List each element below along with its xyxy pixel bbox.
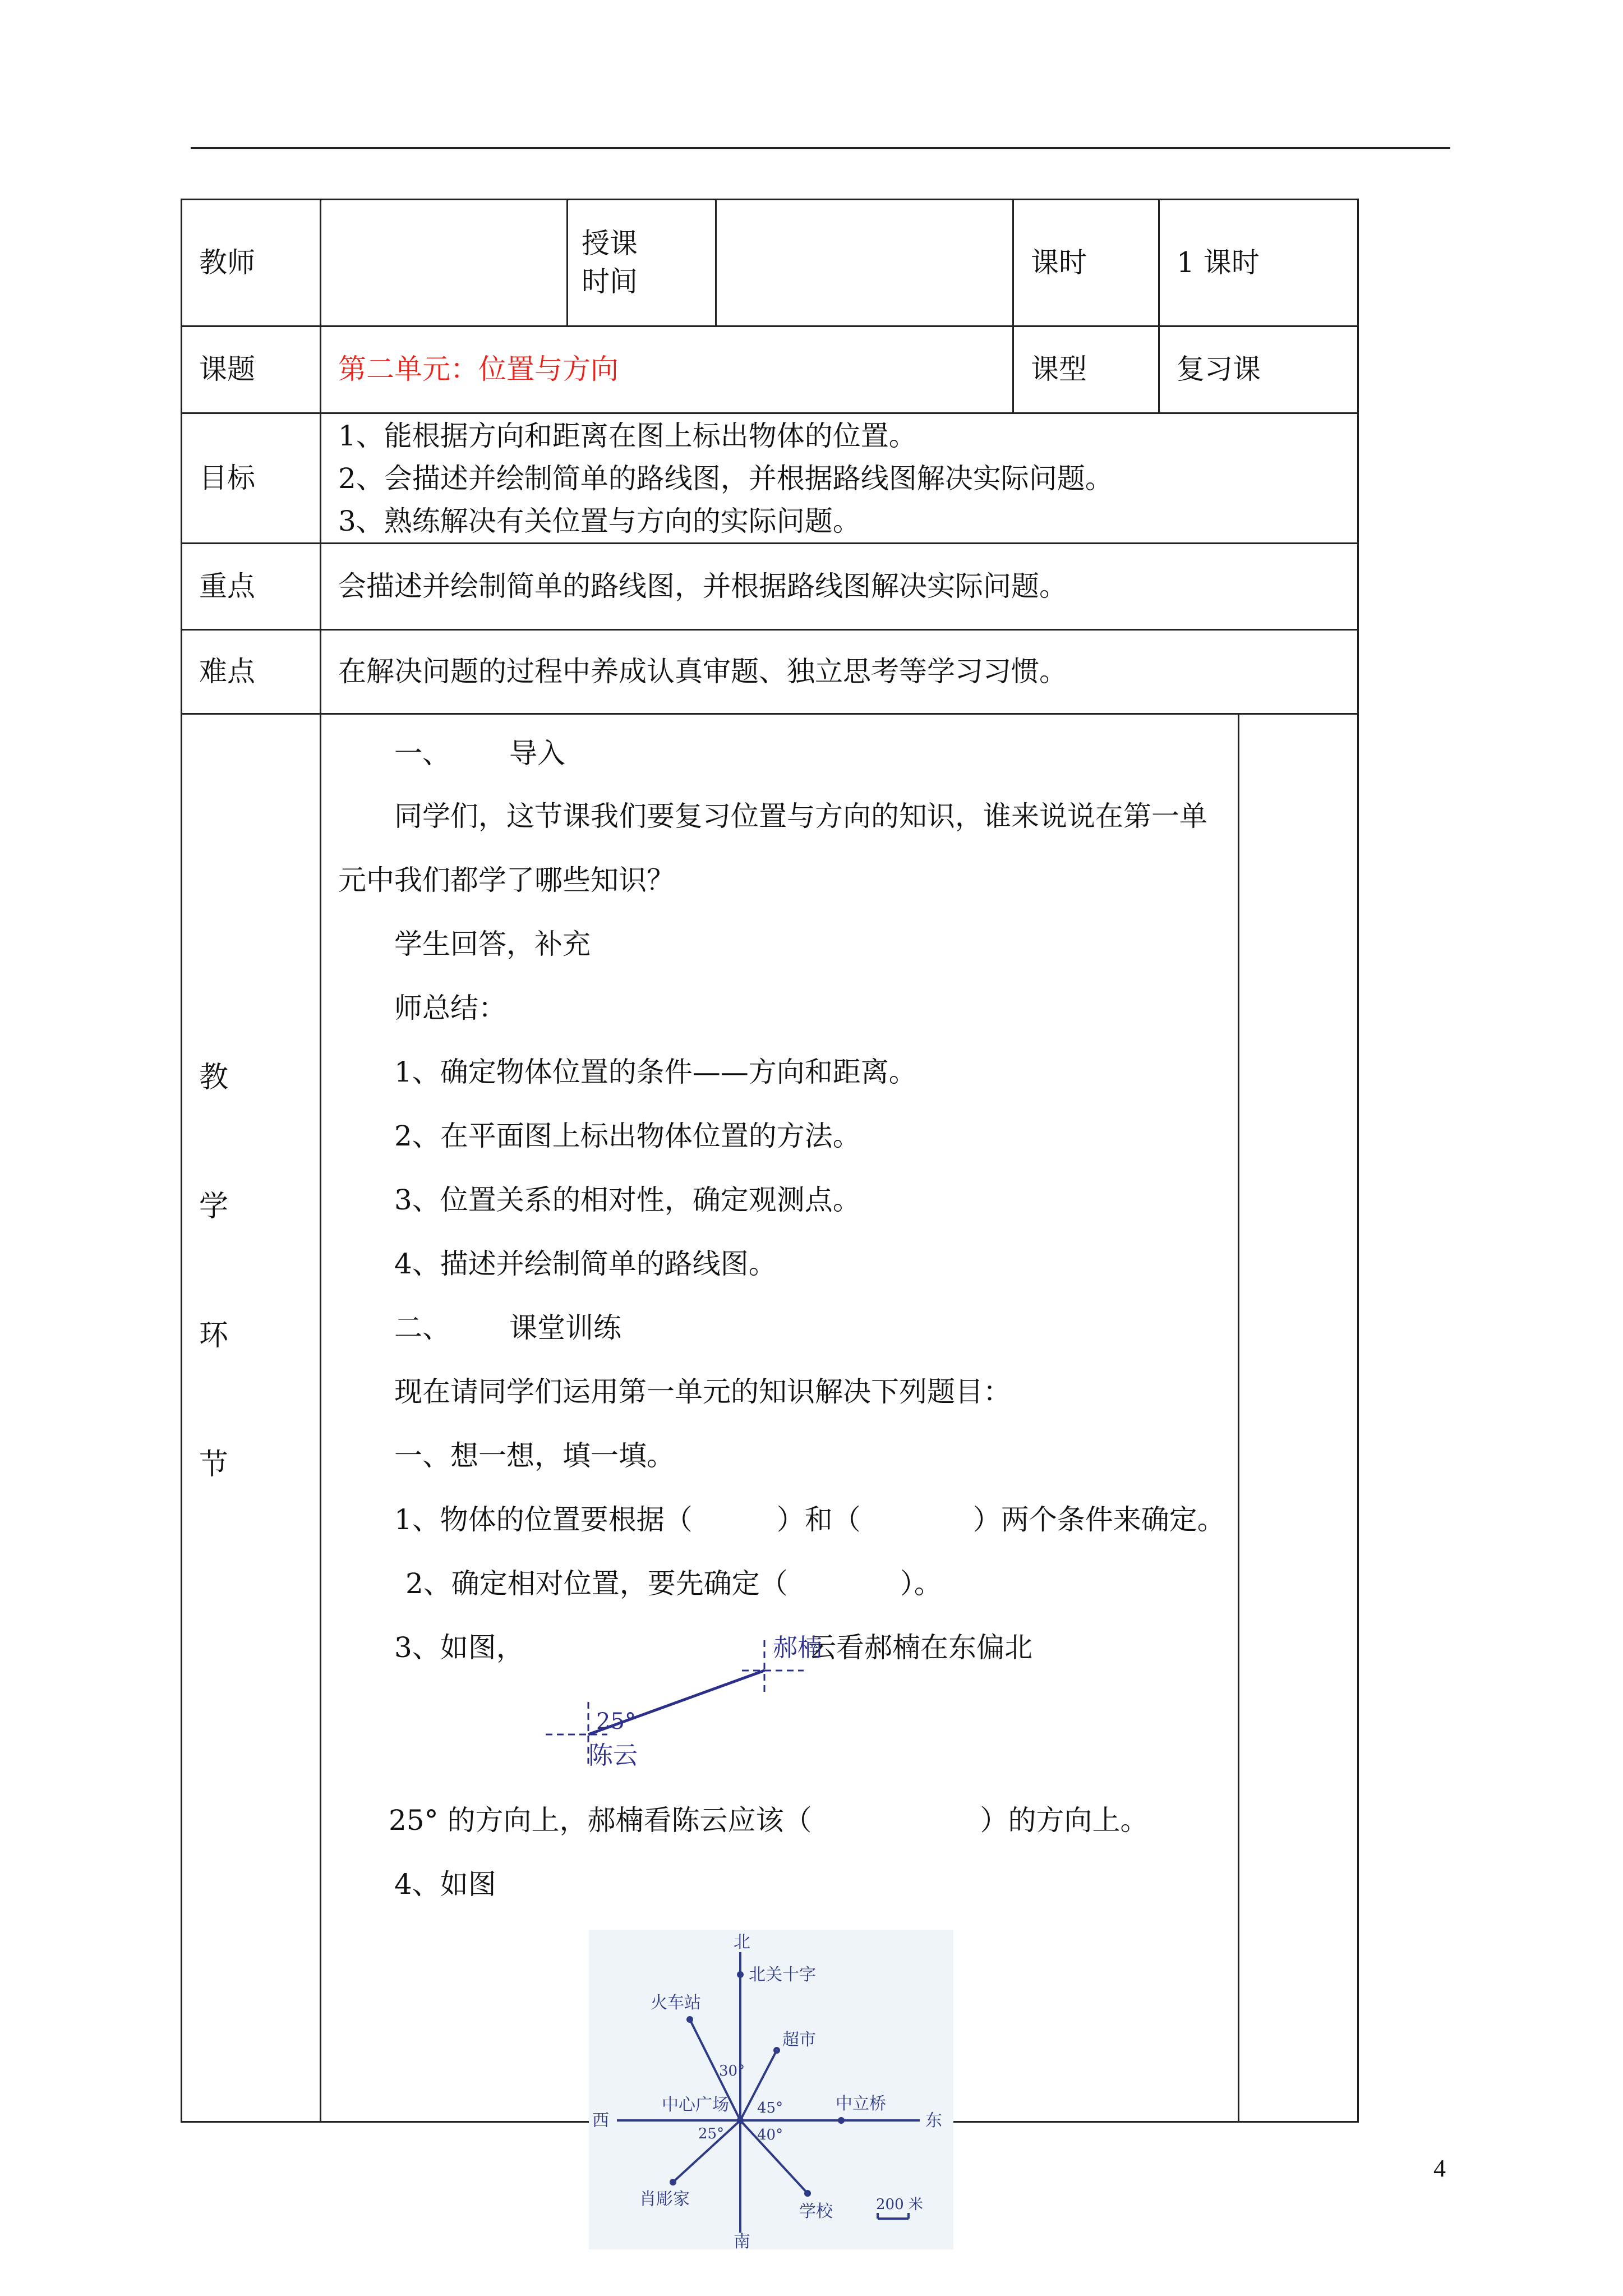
question: 25° 的方向上，郝楠看陈云应该（ ）的方向上。 <box>389 1804 1149 1837</box>
header-rule <box>191 147 1450 149</box>
question: 云看郝楠在东偏北 <box>808 1631 1032 1664</box>
south-label: 南 <box>734 2232 750 2249</box>
place-label: 超市 <box>782 2030 816 2050</box>
paragraph: 师总结： <box>394 992 506 1024</box>
page-number: 4 <box>1433 2155 1446 2182</box>
period-label: 课时 <box>1013 200 1159 326</box>
teacher-value <box>321 200 568 326</box>
paragraph: 元中我们都学了哪些知识？ <box>338 864 675 896</box>
goals-row <box>182 413 1358 544</box>
label-char: 教 <box>199 1061 229 1094</box>
time-value <box>716 200 1013 326</box>
summary-item: 4、描述并绘制简单的路线图。 <box>394 1248 777 1280</box>
city-map-diagram <box>589 1930 953 2249</box>
label-char: 节 <box>199 1448 229 1481</box>
header-row <box>182 200 1358 326</box>
place-label: 肖彫家 <box>639 2189 690 2209</box>
question-heading: 一、想一想，填一填。 <box>394 1439 675 1472</box>
summary-item: 3、位置关系的相对性，确定观测点。 <box>394 1184 861 1216</box>
topic-row <box>182 326 1358 413</box>
key-point-label: 重点 <box>182 544 321 630</box>
type-value: 复习课 <box>1159 326 1358 413</box>
question: 4、如图 <box>394 1868 496 1901</box>
section-number: 一、 <box>394 737 450 770</box>
topic-label: 课题 <box>182 326 321 413</box>
place-label: 中心广场 <box>662 2095 729 2115</box>
difficulty-label: 难点 <box>182 630 321 714</box>
angle-label: 25° <box>596 1709 636 1734</box>
goal-item: 1、能根据方向和距离在图上标出物体的位置。 <box>338 419 917 452</box>
place-label: 火车站 <box>651 1993 701 2013</box>
summary-item: 1、确定物体位置的条件——方向和距离。 <box>394 1056 917 1088</box>
topic-title: 第二单元：位置与方向 <box>321 326 1013 413</box>
period-value: 1 课时 <box>1159 200 1358 326</box>
lesson-plan-table <box>181 199 1359 2123</box>
inner-column-border <box>1238 715 1239 2121</box>
goal-item: 2、会描述并绘制简单的路线图，并根据路线图解决实际问题。 <box>338 462 1113 495</box>
question: 3、如图， <box>394 1631 524 1664</box>
place-label: 学校 <box>799 2202 833 2221</box>
angle-label: 40° <box>757 2127 783 2143</box>
paragraph: 同学们，这节课我们要复习位置与方向的知识，谁来说说在第一单 <box>394 800 1207 832</box>
summary-item: 2、在平面图上标出物体位置的方法。 <box>394 1120 861 1152</box>
paragraph: 现在请同学们运用第一单元的知识解决下列题目： <box>394 1375 1011 1408</box>
paragraph: 学生回答，补充 <box>394 928 591 960</box>
type-label: 课型 <box>1013 326 1159 413</box>
difficulty-row <box>182 630 1358 714</box>
east-label: 东 <box>925 2111 942 2131</box>
place-label: 中立桥 <box>836 2094 886 2114</box>
key-point-row <box>182 544 1358 630</box>
section-heading: 课堂训练 <box>509 1312 621 1344</box>
angle-label: 25° <box>698 2125 725 2142</box>
teaching-content <box>321 714 1358 2122</box>
teacher-label: 教师 <box>182 200 321 326</box>
place-label: 北关十字 <box>749 1965 816 1985</box>
west-label: 西 <box>592 2111 609 2131</box>
section-heading: 导入 <box>509 737 565 770</box>
label-haonan: 郝楠 <box>773 1634 822 1662</box>
direction-diagram-1 <box>546 1618 837 1786</box>
scale-label: 200 米 <box>876 2196 923 2213</box>
north-label: 北 <box>734 1932 750 1952</box>
angle-label: 45° <box>757 2100 783 2116</box>
label-chenyun: 陈云 <box>588 1741 638 1770</box>
teaching-process-row <box>182 714 1358 2122</box>
goals-list <box>321 413 1358 544</box>
goal-item: 3、熟练解决有关位置与方向的实际问题。 <box>338 504 861 537</box>
key-point-text: 会描述并绘制简单的路线图，并根据路线图解决实际问题。 <box>321 544 1358 630</box>
goals-label: 目标 <box>182 413 321 544</box>
label-char: 环 <box>199 1319 229 1352</box>
question: 1、物体的位置要根据（ ）和（ ）两个条件来确定。 <box>394 1503 1225 1536</box>
section-number: 二、 <box>394 1312 450 1344</box>
question: 2、确定相对位置，要先确定（ ）。 <box>405 1567 942 1600</box>
time-label: 授课 时间 <box>568 200 716 326</box>
teaching-process-label <box>182 714 321 2122</box>
difficulty-text: 在解决问题的过程中养成认真审题、独立思考等学习习惯。 <box>321 630 1358 714</box>
label-char: 学 <box>199 1190 229 1223</box>
angle-label: 30° <box>719 2063 745 2079</box>
